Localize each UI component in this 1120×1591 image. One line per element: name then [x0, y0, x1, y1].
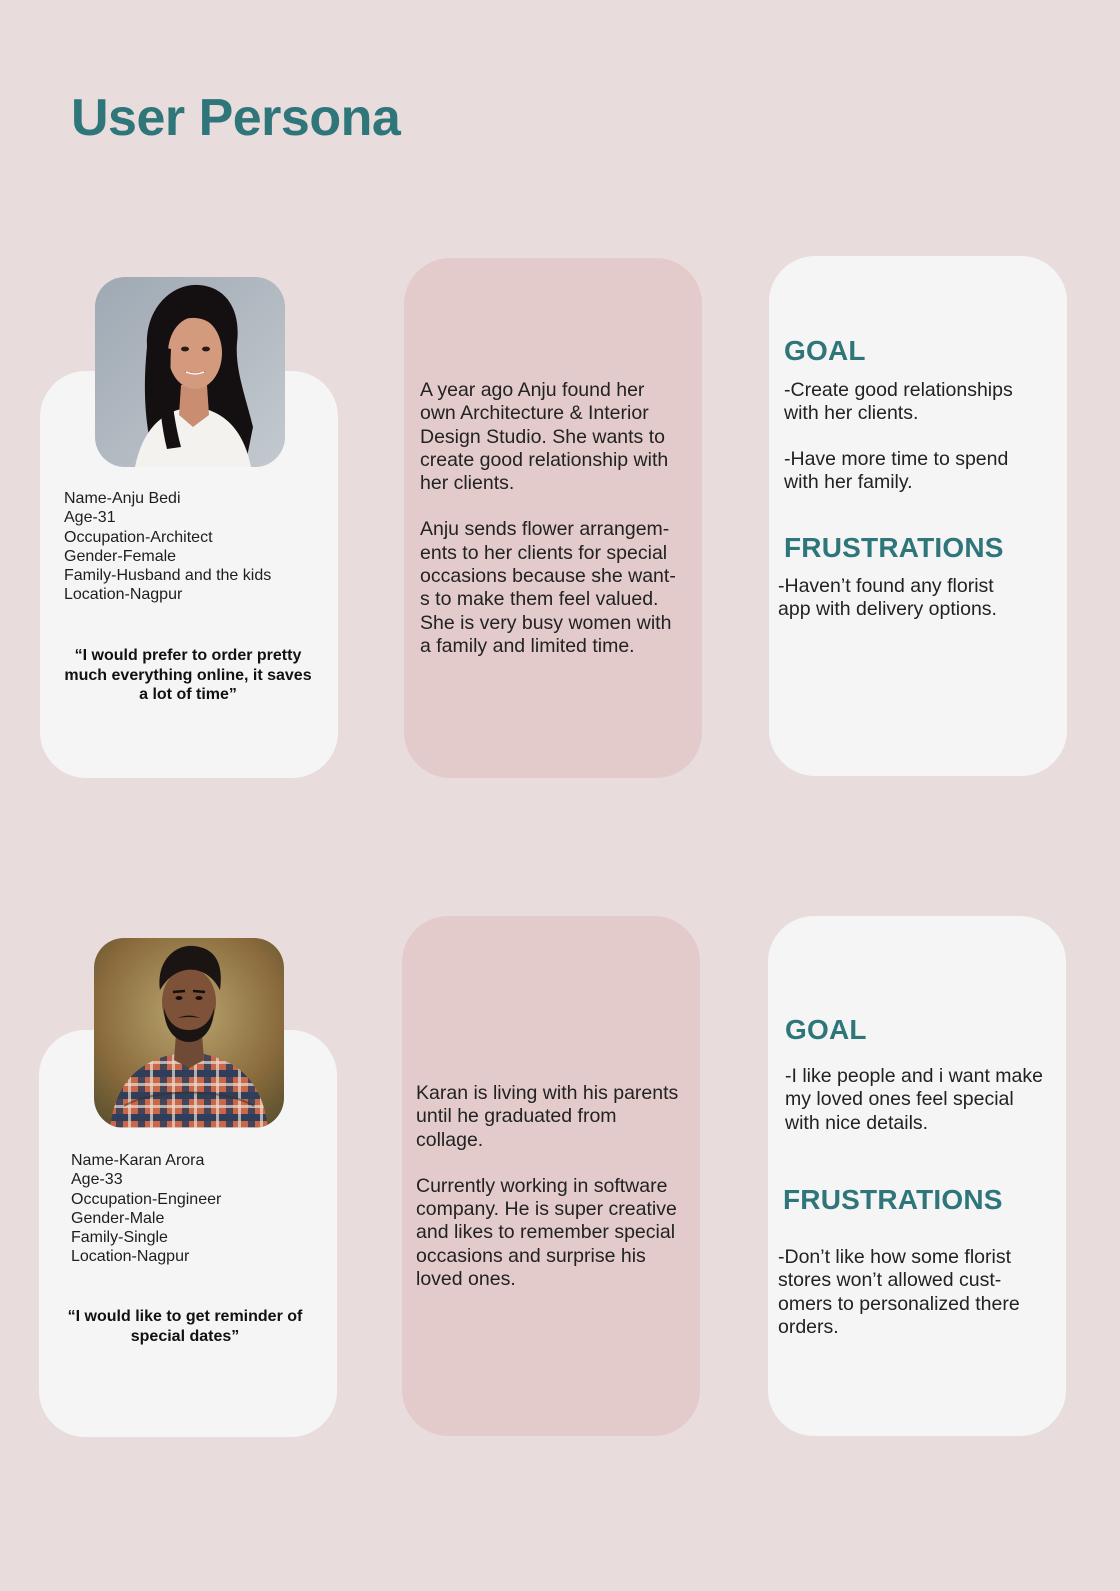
man-portrait-photo — [94, 938, 284, 1128]
story-paragraph: Currently working in software company. He is super creative and likes to remember special occasions and surprise his loved ones. — [416, 1174, 677, 1291]
story-paragraph: Karan is living with his parents until he graduated from collage. — [416, 1082, 679, 1151]
info-occupation: Occupation-Architect — [64, 528, 213, 546]
persona-info — [64, 489, 271, 605]
frustration-item: -Haven’t found any florist app with delivery options. — [778, 575, 997, 621]
info-family: Family-Husband and the kids — [64, 567, 272, 585]
info-name: Name-Anju Bedi — [64, 490, 181, 507]
frustrations-heading: FRUSTRATIONS — [784, 532, 1004, 563]
goal-heading: GOAL — [784, 335, 866, 366]
goal-item: -Have more time to spend with her family. — [784, 448, 1009, 494]
persona-story — [420, 379, 695, 658]
info-name: Name-Karan Arora — [71, 1152, 205, 1169]
frustration-item: -Don’t like how some florist stores won’t allowed cust- omers to personalized there orders. — [778, 1246, 1020, 1338]
goal-heading: GOAL — [785, 1014, 867, 1045]
info-location: Location-Nagpur — [71, 1248, 190, 1266]
woman-portrait-photo — [95, 277, 285, 467]
persona-info — [71, 1151, 221, 1267]
info-family: Family-Single — [71, 1229, 168, 1247]
story-paragraph: Anju sends flower arrangem- ents to her clients for special occasions because she want- s to make them feel valued. She is very busy women with a family and limited time. — [420, 518, 676, 657]
persona-story — [416, 1082, 696, 1291]
info-occupation: Occupation-Engineer — [71, 1190, 222, 1208]
story-paragraph: A year ago Anju found her own Architecture & Interior Design Studio. She wants to create good relationship with her clients. — [420, 379, 669, 495]
persona-quote: “I would prefer to order pretty much everything online, it saves a lot of time” — [64, 647, 312, 703]
info-age: Age-33 — [71, 1171, 123, 1189]
page-title: User Persona — [71, 89, 401, 147]
info-gender: Gender-Female — [64, 547, 177, 565]
info-age: Age-31 — [64, 509, 116, 527]
info-gender: Gender-Male — [71, 1209, 165, 1227]
goals-card — [769, 256, 1067, 776]
goal-item: -I like people and i want make my loved ones feel special with nice details. — [785, 1065, 1043, 1134]
persona-quote: “I would like to get reminder of special dates” — [67, 1308, 303, 1345]
info-location: Location-Nagpur — [64, 586, 183, 604]
goals-card — [768, 916, 1066, 1436]
goal-item: -Create good relationships with her clients. — [784, 379, 1013, 425]
frustrations-heading: FRUSTRATIONS — [783, 1184, 1003, 1215]
